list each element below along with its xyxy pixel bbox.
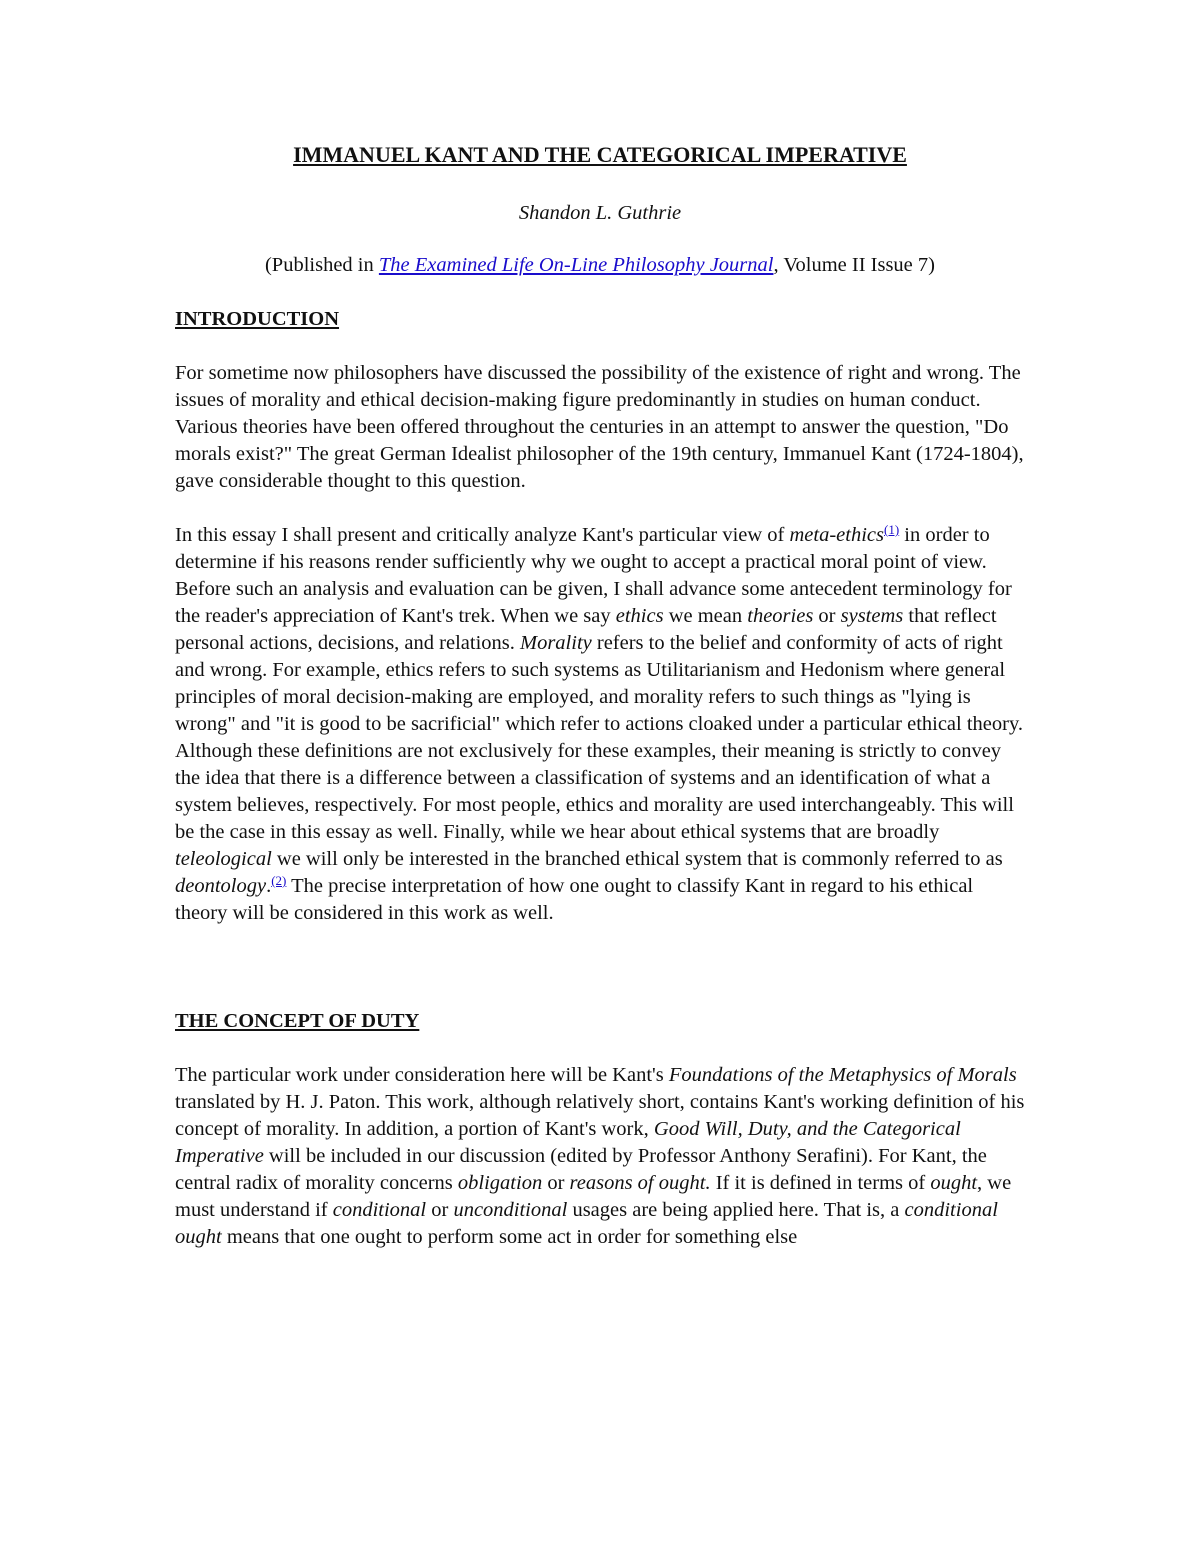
term-ethics: ethics <box>615 605 664 627</box>
text-run: In this essay I shall present and critically analyze Kant's particular view of <box>175 524 790 546</box>
document-page <box>175 140 1025 1278</box>
text-run: will be included in our discussion (edited by Professor Anthony Serafini). For Kant, the central radix of morality concerns <box>175 1145 987 1194</box>
text-run: The particular work under consideration here will be Kant's <box>175 1064 669 1086</box>
term-systems: systems <box>840 605 904 627</box>
footnote-link-1[interactable]: (1) <box>884 522 900 537</box>
text-run: refers to the belief and conformity of acts of right and wrong. For example, ethics refers to such systems as Utilitarianism and Hedonism where general principles of moral decision-making are employed, and morality refers to such things as "lying is wrong" and "it is good to be sacrificial" which refer to actions cloaked under a particular ethical theory. Although these definitions are not exclusively for these examples, their meaning is strictly to convey the idea that there is a difference between a classification of systems and an identification of what a system believes, respectively. For most people, ethics and morality are used interchangeably. This will be the case in this essay as well. Finally, while we hear about ethical systems that are broadly <box>175 632 1024 843</box>
term-unconditional: unconditional <box>453 1199 568 1221</box>
text-run: or <box>813 605 841 627</box>
text-run: we will only be interested in the branched ethical system that is commonly referred to as <box>271 848 1003 870</box>
text-run: usages are being applied here. That is, a <box>567 1199 905 1221</box>
text-run: The precise interpretation of how one ought to classify Kant in regard to his ethical theory will be considered in this work as well. <box>175 875 974 924</box>
intro-paragraph-1: For sometime now philosophers have discussed the possibility of the existence of right and wrong. The issues of morality and ethical decision-making figure predominantly in studies on human conduct. Various theories have been offered throughout the centuries in an attempt to answer the question, "Do morals exist?" The great German Idealist philosopher of the 19th century, Immanuel Kant (1724-1804), gave considerable thought to this question. <box>175 362 1024 492</box>
book-title-good-will: Good Will, Duty, and the Categorical Imperative <box>175 1118 961 1167</box>
term-conditional-ought: conditional ought <box>175 1199 998 1248</box>
publication-note <box>175 252 1025 279</box>
text-run: , we must understand if <box>175 1172 1012 1221</box>
text-run: If it is defined in terms of <box>710 1172 931 1194</box>
document-title: IMMANUEL KANT AND THE CATEGORICAL IMPERATIVE <box>293 142 907 167</box>
term-ought: ought <box>930 1172 978 1194</box>
term-obligation: obligation <box>457 1172 543 1194</box>
journal-link[interactable]: The Examined Life On-Line Philosophy Journal <box>378 254 774 276</box>
text-run: or <box>542 1172 570 1194</box>
text-run: we mean <box>663 605 748 627</box>
publication-prefix: (Published in <box>264 254 379 276</box>
footnote-link-2[interactable]: (2) <box>271 873 287 888</box>
text-run: means that one ought to perform some act in order for something else <box>221 1226 798 1248</box>
text-run: . <box>266 875 272 897</box>
term-reasons-of-ought: reasons of ought. <box>569 1172 711 1194</box>
section-heading-duty: THE CONCEPT OF DUTY <box>175 1010 420 1032</box>
intro-paragraph-2 <box>175 522 1025 927</box>
section-heading-introduction: INTRODUCTION <box>175 308 340 330</box>
duty-paragraph-1 <box>175 1062 1025 1251</box>
text-run: in order to determine if his reasons render sufficiently why we ought to accept a practical moral point of view. Before such an analysis and evaluation can be given, I shall advance some antecedent terminology for the reader's appreciation of Kant's trek. When we say <box>175 524 1012 627</box>
publication-suffix: , Volume II Issue 7) <box>773 254 935 276</box>
text-run: or <box>426 1199 454 1221</box>
term-conditional: conditional <box>332 1199 427 1221</box>
term-teleological: teleological <box>175 848 272 870</box>
term-theories: theories <box>747 605 814 627</box>
term-morality: Morality <box>520 632 592 654</box>
book-title-foundations: Foundations of the Metaphysics of Morals <box>668 1064 1017 1086</box>
text-run: that reflect personal actions, decisions, and relations. <box>175 605 997 654</box>
text-run: translated by H. J. Paton. This work, although relatively short, contains Kant's working definition of his concept of morality. In addition, a portion of Kant's work, <box>175 1091 1025 1140</box>
author-name: Shandon L. Guthrie <box>518 202 682 224</box>
term-meta-ethics: meta-ethics <box>789 524 884 546</box>
term-deontology: deontology <box>175 875 267 897</box>
